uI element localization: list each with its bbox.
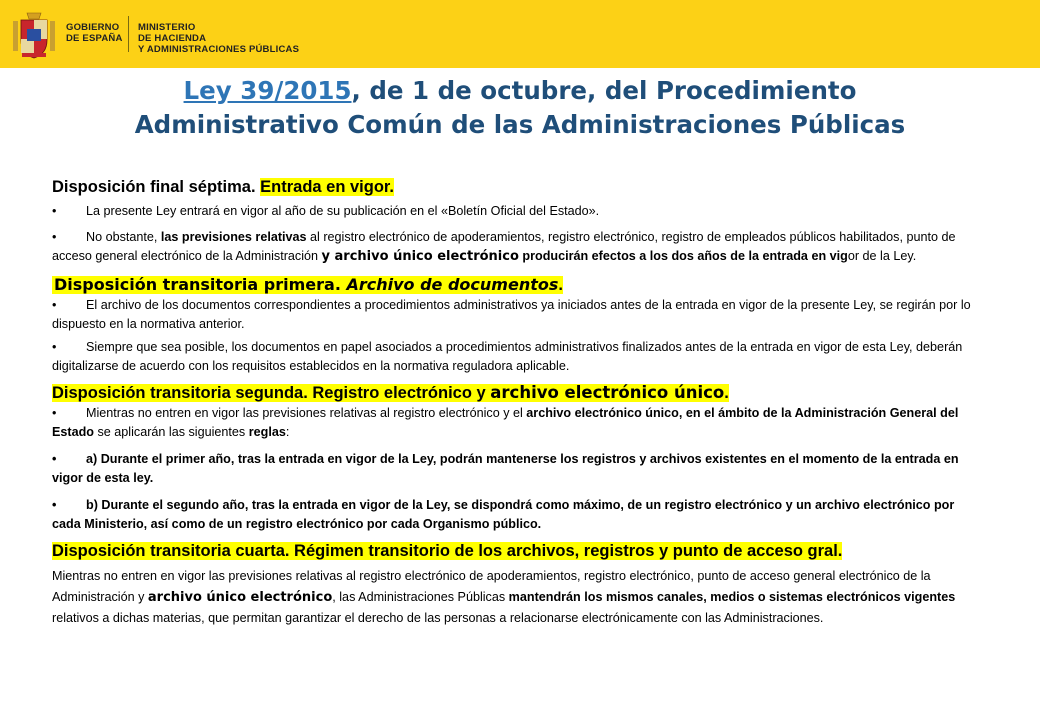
header-bar [0, 0, 1040, 68]
ministry-name: MINISTERIO DE HACIENDA Y ADMINISTRACIONES PÚBLICAS [138, 22, 300, 55]
government-name: GOBIERNO DE ESPAÑA [66, 22, 123, 44]
paragraph: • a) Durante el primer año, tras la entrada en vigor de la Ley, podrán mantenerse los registros y archivos existentes en el momento de la entrada en vigor de esta ley. [52, 452, 959, 485]
document-body [52, 176, 982, 629]
law-link[interactable]: Ley 39/2015 [183, 76, 352, 105]
section-heading: Disposición transitoria segunda. Registro electrónico y archivo electrónico único. [52, 383, 729, 402]
paragraph: • No obstante, las previsiones relativas al registro electrónico de apoderamientos, registro electrónico, registro de empleados públicos habilitados, punto de acceso general electrónico de la Administración y archivo único electrónico producirán efectos a los dos años de la entrada en vigor de la Ley. [52, 230, 956, 264]
page-title: Ley 39/2015, de 1 de octubre, del Procedimiento Administrativo Común de las Administraciones Públicas [134, 76, 906, 139]
header-divider [128, 16, 129, 52]
paragraph: Mientras no entren en vigor las previsiones relativas al registro electrónico de apoderamientos, registro electrónico, punto de acceso general electrónico de la Administración y archivo único electrónico, las Administraciones Públicas mantendrán los mismos canales, medios o sistemas electrónicos vigentes relativos a dichas materias, que permitan garantizar el derecho de las personas a relacionarse electrónicamente con las Administraciones. [52, 569, 956, 625]
coat-of-arms-icon [12, 7, 56, 61]
paragraph: • El archivo de los documentos correspondientes a procedimientos administrativos ya iniciados antes de la entrada en vigor de la presente Ley, se regirán por lo dispuesto en la normativa anterior. [52, 298, 971, 331]
section-heading: Disposición transitoria primera. Archivo de documentos. [54, 275, 563, 294]
section-heading: Disposición transitoria cuarta. Régimen transitorio de los archivos, registros y punto de acceso gral. [52, 542, 843, 560]
paragraph: • Mientras no entren en vigor las previsiones relativas al registro electrónico y el archivo electrónico único, en el ámbito de la Administración General del Estado se aplicarán las siguientes reglas: [52, 406, 959, 439]
section-heading: Disposición final séptima. Entrada en vigor. [52, 178, 395, 196]
paragraph: • b) Durante el segundo año, tras la entrada en vigor de la Ley, se dispondrá como máximo, de un registro electrónico y un archivo electrónico por cada Ministerio, así como de un registro electrónico por cada Organismo público. [52, 498, 955, 531]
paragraph: • La presente Ley entrará en vigor al año de su publicación en el «Boletín Oficial del Estado». [52, 204, 600, 218]
paragraph: • Siempre que sea posible, los documentos en papel asociados a procedimientos administrativos finalizados antes de la entrada en vigor de esta Ley, deberán digitalizarse de acuerdo con los requisitos establecidos en la normativa reguladora aplicable. [52, 340, 963, 373]
